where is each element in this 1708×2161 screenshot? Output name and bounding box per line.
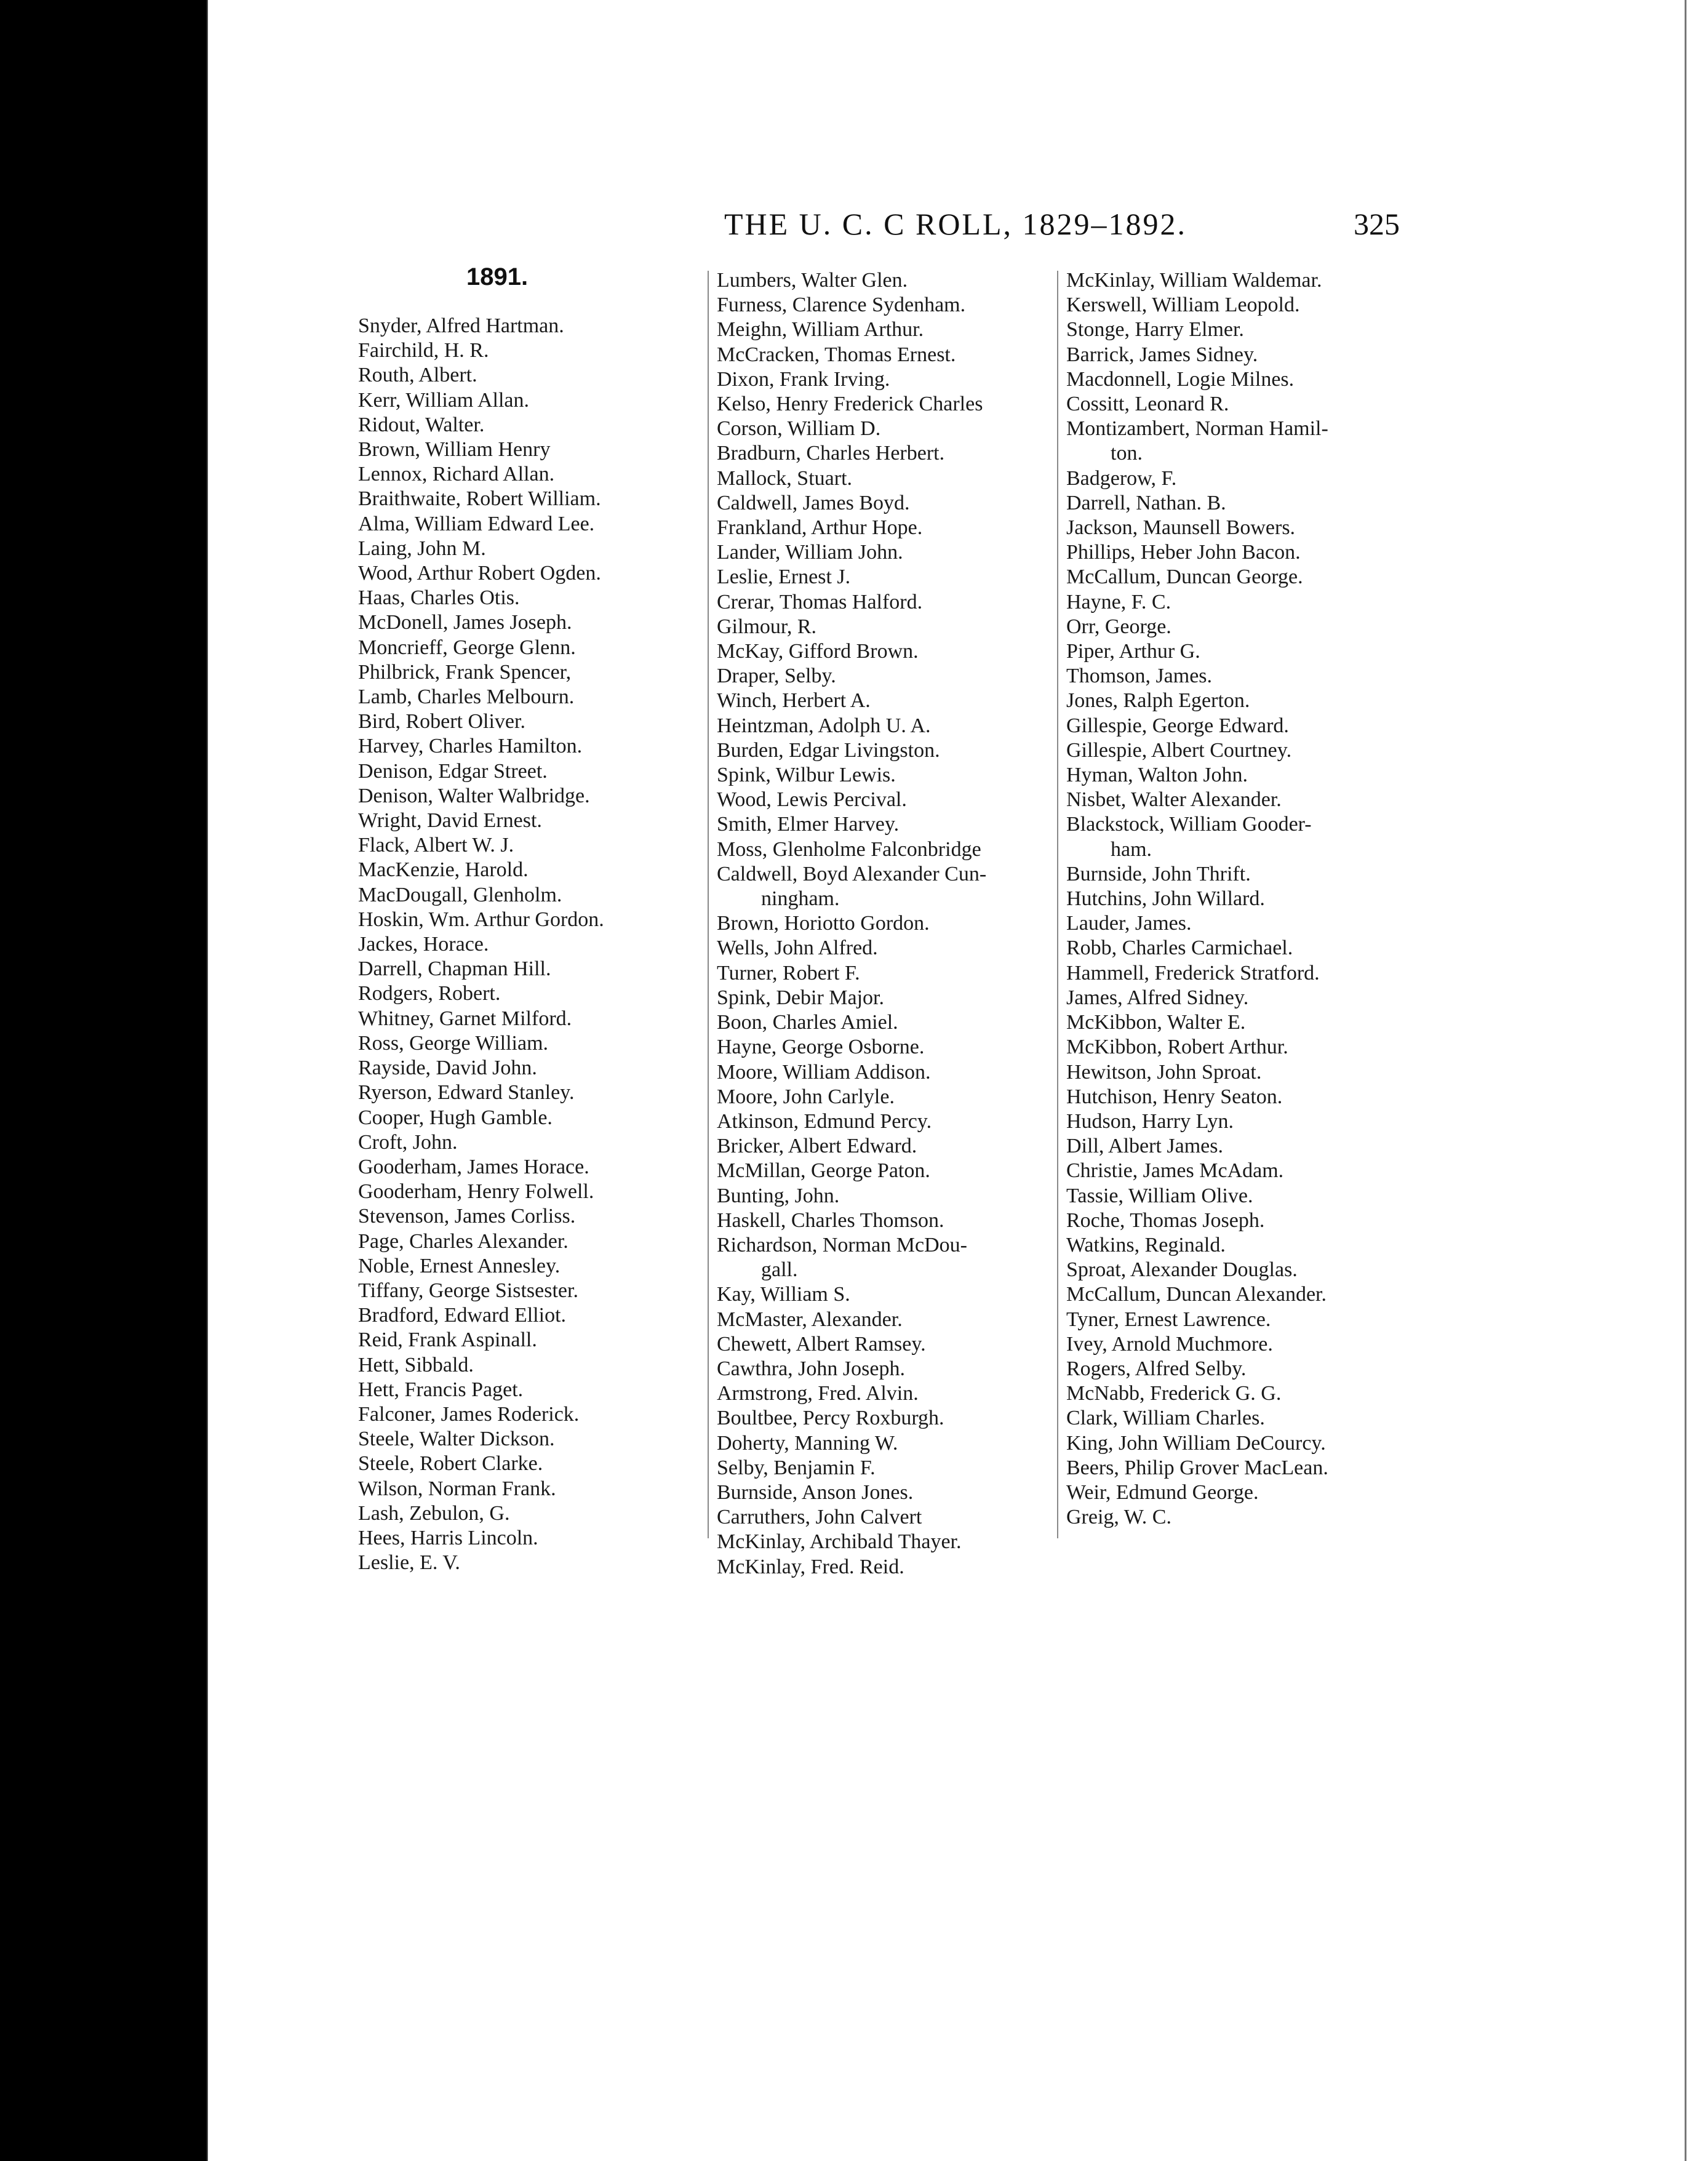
roll-entry: Barrick, James Sidney.	[1066, 343, 1258, 366]
roll-entry: Wood, Arthur Robert Ogden.	[358, 562, 601, 585]
year-heading: 1891.	[466, 263, 529, 290]
roll-entry: McKinlay, Archibald Thayer.	[717, 1530, 962, 1554]
roll-entry: Gillespie, Albert Courtney.	[1066, 738, 1292, 762]
roll-entry: McKinlay, William Waldemar.	[1066, 269, 1322, 292]
page-number: 325	[1354, 207, 1400, 241]
roll-entry: ningham.	[761, 887, 840, 911]
roll-entry: Bunting, John.	[717, 1184, 840, 1207]
roll-entry: Montizambert, Norman Hamil-	[1066, 417, 1328, 441]
roll-entry: Selby, Benjamin F.	[717, 1456, 876, 1479]
roll-entry: Wells, John Alfred.	[717, 937, 878, 960]
roll-entry: McNabb, Frederick G. G.	[1066, 1382, 1282, 1405]
roll-entry: Nisbet, Walter Alexander.	[1066, 788, 1282, 812]
roll-entry: ton.	[1111, 442, 1143, 465]
roll-entry: McDonell, James Joseph.	[358, 611, 572, 634]
roll-entry: Lamb, Charles Melbourn.	[358, 685, 575, 709]
roll-entry: Frankland, Arthur Hope.	[717, 516, 923, 540]
roll-entry: McCallum, Duncan George.	[1066, 565, 1303, 589]
roll-entry: Rodgers, Robert.	[358, 982, 501, 1005]
roll-entry: Bird, Robert Oliver.	[358, 710, 525, 733]
roll-entry: Piper, Arthur G.	[1066, 640, 1200, 663]
roll-entry: Roche, Thomas Joseph.	[1066, 1208, 1265, 1232]
roll-entry: Boultbee, Percy Roxburgh.	[717, 1407, 944, 1430]
roll-entry: Furness, Clarence Sydenham.	[717, 294, 966, 317]
roll-entry: Darrell, Nathan. B.	[1066, 491, 1226, 514]
roll-entry: Kerswell, William Leopold.	[1066, 294, 1300, 317]
roll-entry: Alma, William Edward Lee.	[358, 512, 595, 535]
roll-entry: McCracken, Thomas Ernest.	[717, 343, 956, 366]
roll-entry: Haskell, Charles Thomson.	[717, 1208, 944, 1232]
roll-entry: James, Alfred Sidney.	[1066, 986, 1249, 1009]
roll-entry: Kay, William S.	[717, 1283, 850, 1306]
roll-entry: Laing, John M.	[358, 537, 486, 560]
roll-entry: Hutchison, Henry Seaton.	[1066, 1085, 1283, 1108]
roll-entry: Snyder, Alfred Hartman.	[358, 314, 564, 337]
roll-entry: Bradburn, Charles Herbert.	[717, 442, 945, 465]
roll-entry: Cossitt, Leonard R.	[1066, 393, 1229, 416]
column-rule	[708, 271, 709, 1538]
roll-entry: Cooper, Hugh Gamble.	[358, 1106, 553, 1129]
roll-entry: Boon, Charles Amiel.	[717, 1011, 898, 1034]
roll-entry: McKibbon, Robert Arthur.	[1066, 1036, 1288, 1059]
roll-entry: Winch, Herbert A.	[717, 689, 871, 713]
roll-entry: Whitney, Garnet Milford.	[358, 1007, 572, 1030]
roll-entry: Caldwell, Boyd Alexander Cun-	[717, 862, 987, 885]
roll-entry: Sproat, Alexander Douglas.	[1066, 1258, 1298, 1282]
roll-entry: King, John William DeCourcy.	[1066, 1431, 1326, 1455]
running-title: THE U. C. C ROLL, 1829–1892.	[724, 207, 1187, 241]
roll-entry: MacDougall, Glenholm.	[358, 883, 562, 906]
roll-entry: Burnside, Anson Jones.	[717, 1480, 914, 1504]
roll-entry: Jones, Ralph Egerton.	[1066, 689, 1250, 713]
roll-entry: Stevenson, James Corliss.	[358, 1205, 576, 1228]
roll-entry: Braithwaite, Robert William.	[358, 487, 601, 511]
roll-entry: Routh, Albert.	[358, 364, 477, 387]
roll-entry: Mallock, Stuart.	[717, 466, 853, 490]
roll-entry: Gooderham, James Horace.	[358, 1155, 589, 1178]
roll-entry: Leslie, Ernest J.	[717, 565, 851, 589]
roll-entry: Rogers, Alfred Selby.	[1066, 1357, 1247, 1380]
roll-entry: Moss, Glenholme Falconbridge	[717, 837, 981, 861]
roll-entry: Bricker, Albert Edward.	[717, 1135, 917, 1158]
roll-entry: Hewitson, John Sproat.	[1066, 1060, 1262, 1084]
roll-entry: Bradford, Edward Elliot.	[358, 1304, 567, 1327]
roll-entry: Wood, Lewis Percival.	[717, 788, 907, 812]
roll-entry: Doherty, Manning W.	[717, 1431, 898, 1455]
roll-entry: Steele, Robert Clarke.	[358, 1452, 543, 1476]
roll-entry: Lauder, James.	[1066, 912, 1192, 935]
roll-entry: Hudson, Harry Lyn.	[1066, 1109, 1234, 1133]
roll-entry: Ryerson, Edward Stanley.	[358, 1081, 575, 1104]
roll-entry: ham.	[1111, 837, 1152, 861]
roll-entry: Ivey, Arnold Muchmore.	[1066, 1332, 1273, 1356]
roll-entry: Hett, Francis Paget.	[358, 1378, 524, 1401]
roll-entry: McKay, Gifford Brown.	[717, 640, 919, 663]
roll-entry: Rayside, David John.	[358, 1057, 537, 1080]
roll-entry: Page, Charles Alexander.	[358, 1229, 569, 1253]
roll-entry: Stonge, Harry Elmer.	[1066, 318, 1244, 342]
roll-entry: Falconer, James Roderick.	[358, 1402, 580, 1426]
roll-entry: Gooderham, Henry Folwell.	[358, 1180, 594, 1204]
roll-entry: McMillan, George Paton.	[717, 1159, 930, 1183]
roll-entry: Moore, John Carlyle.	[717, 1085, 895, 1108]
column-rule	[1057, 271, 1058, 1538]
roll-entry: Reid, Frank Aspinall.	[358, 1328, 537, 1352]
roll-entry: Lumbers, Walter Glen.	[717, 269, 908, 292]
roll-entry: Hees, Harris Lincoln.	[358, 1526, 538, 1549]
roll-entry: Fairchild, H. R.	[358, 339, 489, 362]
roll-entry: Burden, Edgar Livingston.	[717, 738, 940, 762]
roll-entry: Crerar, Thomas Halford.	[717, 590, 923, 613]
roll-entry: Hoskin, Wm. Arthur Gordon.	[358, 908, 604, 931]
roll-entry: Clark, William Charles.	[1066, 1407, 1265, 1430]
roll-entry: Hayne, F. C.	[1066, 590, 1171, 613]
roll-entry: Jackson, Maunsell Bowers.	[1066, 516, 1296, 540]
roll-entry: Blackstock, William Gooder-	[1066, 813, 1312, 836]
roll-entry: Philbrick, Frank Spencer,	[358, 660, 572, 684]
roll-entry: gall.	[761, 1258, 798, 1282]
roll-entry: Gillespie, George Edward.	[1066, 714, 1289, 737]
roll-entry: Burnside, John Thrift.	[1066, 862, 1251, 885]
roll-entry: Macdonnell, Logie Milnes.	[1066, 367, 1295, 391]
roll-entry: Christie, James McAdam.	[1066, 1159, 1284, 1183]
roll-entry: Flack, Albert W. J.	[358, 834, 514, 857]
roll-entry: Chewett, Albert Ramsey.	[717, 1332, 926, 1356]
roll-entry: Dill, Albert James.	[1066, 1135, 1223, 1158]
page-binding-edge	[207, 0, 217, 2161]
roll-entry: Armstrong, Fred. Alvin.	[717, 1382, 919, 1405]
roll-entry: Weir, Edmund George.	[1066, 1480, 1259, 1504]
roll-entry: Greig, W. C.	[1066, 1506, 1171, 1529]
roll-entry: McKibbon, Walter E.	[1066, 1011, 1246, 1034]
roll-entry: Robb, Charles Carmichael.	[1066, 937, 1293, 960]
roll-entry: Hammell, Frederick Stratford.	[1066, 961, 1320, 985]
roll-entry: Orr, George.	[1066, 615, 1171, 638]
name-column-2	[717, 268, 986, 1580]
roll-entry: Hayne, George Osborne.	[717, 1036, 925, 1059]
roll-entry: Meighn, William Arthur.	[717, 318, 924, 342]
roll-entry: Spink, Debir Major.	[717, 986, 884, 1009]
page-right-edge	[1685, 0, 1686, 2161]
roll-entry: Hyman, Walton John.	[1066, 764, 1248, 787]
roll-entry: Croft, John.	[358, 1130, 458, 1154]
roll-entry: Smith, Elmer Harvey.	[717, 813, 900, 836]
roll-entry: Atkinson, Edmund Percy.	[717, 1109, 932, 1133]
roll-entry: Noble, Ernest Annesley.	[358, 1254, 561, 1277]
roll-entry: Tyner, Ernest Lawrence.	[1066, 1308, 1271, 1331]
roll-entry: Ridout, Walter.	[358, 413, 485, 436]
roll-entry: McKinlay, Fred. Reid.	[717, 1555, 904, 1578]
roll-entry: McCallum, Duncan Alexander.	[1066, 1283, 1327, 1306]
roll-entry: Heintzman, Adolph U. A.	[717, 714, 931, 737]
roll-entry: Gilmour, R.	[717, 615, 817, 638]
roll-entry: Caldwell, James Boyd.	[717, 491, 910, 514]
roll-entry: Tassie, William Olive.	[1066, 1184, 1253, 1207]
roll-entry: Moore, William Addison.	[717, 1060, 931, 1084]
roll-entry: Wilson, Norman Frank.	[358, 1477, 556, 1500]
name-column-3	[1066, 268, 1328, 1530]
roll-entry: Corson, William D.	[717, 417, 881, 441]
roll-entry: Turner, Robert F.	[717, 961, 860, 985]
roll-entry: Wright, David Ernest.	[358, 809, 542, 833]
roll-entry: MacKenzie, Harold.	[358, 858, 529, 882]
roll-entry: Denison, Edgar Street.	[358, 759, 548, 783]
roll-entry: Harvey, Charles Hamilton.	[358, 735, 583, 758]
roll-entry: Phillips, Heber John Bacon.	[1066, 541, 1301, 564]
roll-entry: Dixon, Frank Irving.	[717, 367, 890, 391]
roll-entry: Denison, Walter Walbridge.	[358, 784, 590, 807]
roll-entry: Brown, Horiotto Gordon.	[717, 912, 930, 935]
roll-entry: Brown, William Henry	[358, 438, 551, 461]
roll-entry: McMaster, Alexander.	[717, 1308, 903, 1331]
roll-entry: Lander, William John.	[717, 541, 903, 564]
roll-entry: Badgerow, F.	[1066, 466, 1177, 490]
roll-entry: Ross, George William.	[358, 1031, 549, 1055]
roll-entry: Beers, Philip Grover MacLean.	[1066, 1456, 1328, 1479]
roll-entry: Hutchins, John Willard.	[1066, 887, 1265, 911]
roll-entry: Lennox, Richard Allan.	[358, 463, 555, 486]
roll-entry: Richardson, Norman McDou-	[717, 1233, 967, 1256]
roll-entry: Thomson, James.	[1066, 665, 1213, 688]
roll-entry: Haas, Charles Otis.	[358, 586, 520, 610]
roll-entry: Lash, Zebulon, G.	[358, 1501, 510, 1525]
roll-entry: Jackes, Horace.	[358, 933, 489, 956]
roll-entry: Moncrieff, George Glenn.	[358, 636, 576, 659]
roll-entry: Steele, Walter Dickson.	[358, 1428, 555, 1451]
roll-entry: Watkins, Reginald.	[1066, 1233, 1226, 1256]
roll-entry: Kelso, Henry Frederick Charles	[717, 393, 983, 416]
roll-entry: Draper, Selby.	[717, 665, 836, 688]
roll-entry: Cawthra, John Joseph.	[717, 1357, 905, 1380]
roll-entry: Carruthers, John Calvert	[717, 1506, 922, 1529]
roll-entry: Darrell, Chapman Hill.	[358, 957, 551, 981]
roll-entry: Hett, Sibbald.	[358, 1353, 474, 1376]
roll-entry: Leslie, E. V.	[358, 1551, 460, 1575]
roll-entry: Spink, Wilbur Lewis.	[717, 764, 896, 787]
name-column-1	[358, 314, 604, 1575]
roll-entry: Tiffany, George Sistsester.	[358, 1279, 578, 1302]
roll-entry: Kerr, William Allan.	[358, 388, 530, 412]
